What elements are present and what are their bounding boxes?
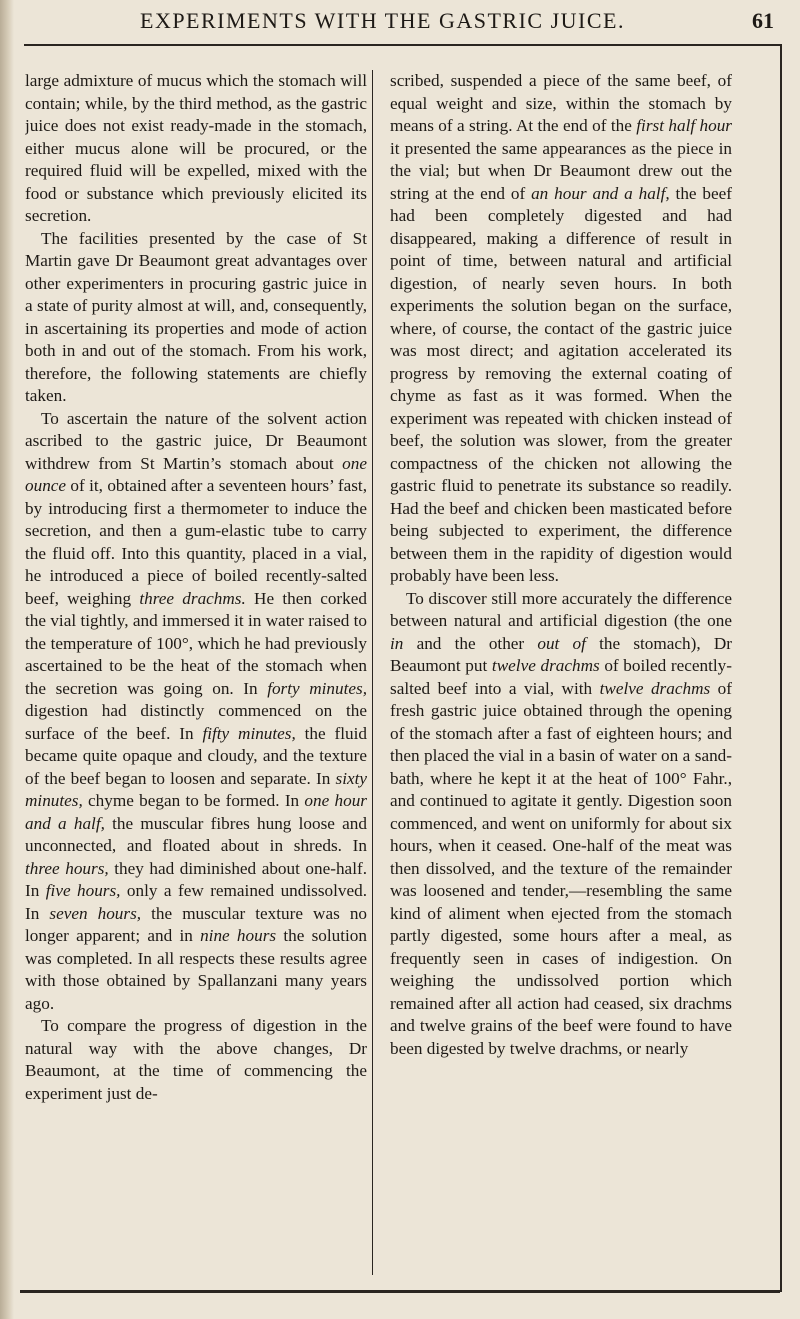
page-bottom-rule: [20, 1290, 780, 1293]
paragraph: To ascertain the nature of the solvent action ascribed to the gastric juice, Dr Beaumont withdrew from St Martin’s stomach about one ounce of it, obtained after a seventeen hours’ fast, by introducing first a thermometer to induce the secretion, and then a gum-elastic tube to carry the fluid off. Into this quantity, placed in a vial, he introduced a piece of boiled recently-salted beef, weighing three drachms. He then corked the vial tightly, and immersed it in water raised to the temperature of 100°, which he had previously ascertained to be the heat of the stomach when the secretion was going on. In forty minutes, digestion had distinctly commenced on the surface of the beef. In fifty minutes, the fluid became quite opaque and cloudy, and the texture of the beef began to loosen and separate. In sixty minutes, chyme began to be formed. In one hour and a half, the muscular fibres hung loose and unconnected, and floated about in shreds. In three hours, they had diminished about one-half. In five hours, only a few remained undissolved. In seven hours, the muscular texture was no longer apparent; and in nine hours the solution was completed. In all respects these results agree with those obtained by Spallanzani many years ago.: [25, 408, 367, 1013]
italic-run: fifty minutes,: [202, 723, 296, 743]
italic-run: one hour and a half,: [25, 791, 367, 833]
italic-run: in: [390, 633, 404, 653]
italic-run: seven hours,: [49, 903, 142, 923]
italic-run: three drachms.: [139, 588, 246, 608]
italic-run: an hour and a half,: [531, 183, 670, 203]
page-number: 61: [752, 8, 774, 33]
italic-run: out of: [537, 633, 586, 653]
italic-run: sixty minutes,: [25, 768, 367, 810]
paragraph: scribed, suspended a piece of the same beef, of equal weight and size, within the stomach by means of a string. At the end of the first half hour it presented the same appearances as the piece in the vial; but when Dr Beaumont drew out the string at the end of an hour and a half, the beef had been completely digested and had disappeared, making a difference of result in point of time, between natural and artificial digestion, of nearly seven hours. In both experiments the solution began on the surface, where, of course, the contact of the gastric juice was most direct; and agitation accelerated its progress by removing the external coating of chyme as fast as it was formed. When the experiment was repeated with chicken instead of beef, the solution was slower, from the greater compactness of the chicken not allowing the gastric fluid to penetrate its substance so readily. Had the beef and chicken been masticated before being subjected to experiment, the difference between them in the rapidity of digestion would probably have been less.: [390, 71, 732, 585]
paragraph: To compare the progress of digestion in the natural way with the above changes, Dr Beaumont, at the time of commencing the experiment just de-: [25, 1016, 367, 1103]
italic-run: one ounce: [25, 453, 367, 495]
italic-run: three hours,: [25, 858, 109, 878]
italic-run: five hours,: [45, 881, 121, 900]
running-title: EXPERIMENTS WITH THE GASTRIC JUICE.: [140, 8, 625, 33]
right-column: [390, 70, 732, 1275]
paragraph: To discover still more accurately the difference between natural and artificial digestion (the one in and the other out of the stomach), Dr Beaumont put twelve drachms of boiled recently-salted beef into a vial, with twelve drachms of fresh gastric juice obtained through the opening of the stomach after a fast of eighteen hours; and then placed the vial in a basin of water on a sand-bath, where he kept it at the heat of 100° Fahr., and continued to agitate it gently. Digestion soon commenced, and went on uniformly for about six hours, when it ceased. One-half of the meat was then dissolved, and the texture of the remainder was loosened and tender,—resembling the same kind of aliment when ejected from the stomach partly digested, some hours after a meal, as frequently seen in cases of indigestion. On weighing the undissolved portion which remained after all action had ceased, six drachms and twelve grains of the beef were found to have been digested by twelve drachms, or nearly: [390, 588, 732, 1058]
italic-run: twelve drachms: [491, 656, 600, 675]
paragraph: The facilities presented by the case of St Martin gave Dr Beaumont great advantages over other experimenters in procuring gastric juice in a state of purity almost at will, and, consequently, in ascertaining its properties and mode of action both in and out of the stomach. From his work, therefore, the following statements are chiefly taken.: [25, 228, 367, 405]
page-gutter-shadow: [0, 0, 14, 1319]
running-header: [0, 6, 800, 48]
italic-run: first half hour: [636, 116, 732, 135]
left-column: [25, 70, 367, 1275]
italic-run: nine hours: [200, 926, 277, 945]
column-divider: [372, 70, 373, 1275]
italic-run: twelve drachms: [599, 678, 711, 698]
italic-run: forty minutes,: [267, 678, 367, 698]
paragraph: large admixture of mucus which the stomach will contain; while, by the third method, as the gastric juice does not exist ready-made in the stomach, either mucus alone will be procured, or the required fluid will be expelled, mixed with the food or substance which previously elicited its secretion.: [25, 71, 367, 225]
